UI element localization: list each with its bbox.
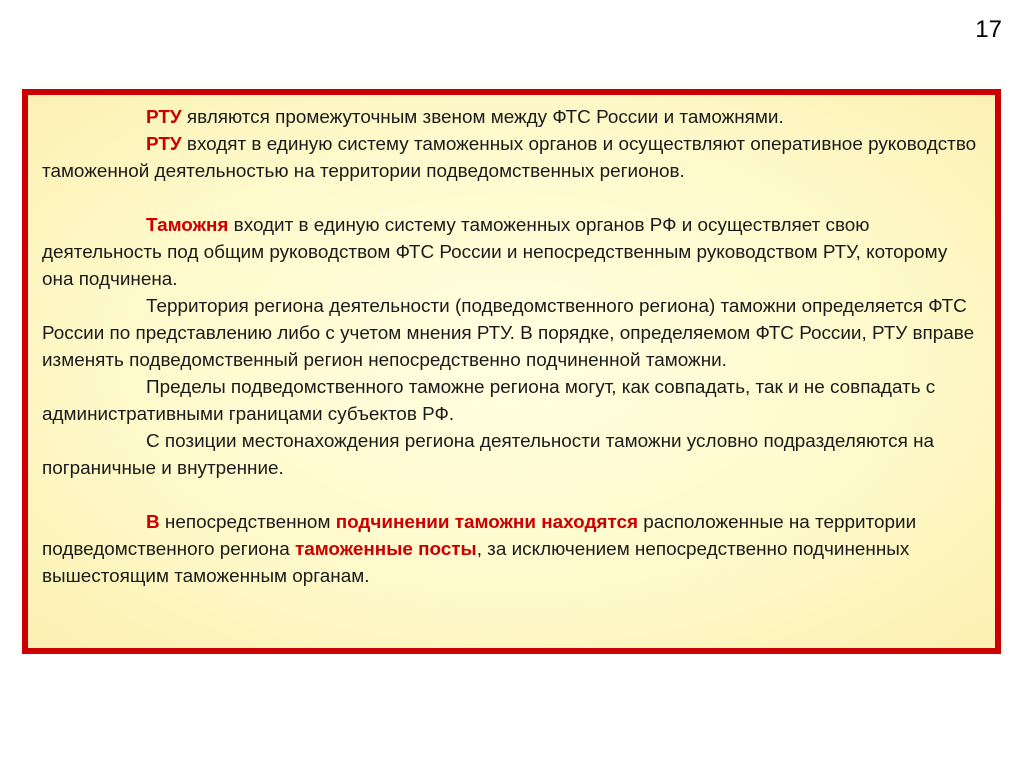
highlight-v: В	[146, 512, 160, 533]
paragraph-text: входит в единую систему таможенных органов РФ и осуществляет свою деятельность под общим руководством ФТС России и непосредственным руководством РТУ, которому она подчинена.	[42, 215, 948, 290]
content-box	[22, 89, 1001, 654]
paragraph-text: Пределы подведомственного таможне региона могут, как совпадать, так и не совпадать с административными границами субъектов РФ.	[42, 377, 936, 425]
paragraph-region-territory	[42, 293, 981, 374]
paragraph-spacer	[42, 185, 981, 212]
slide-number: 17	[975, 16, 1002, 43]
paragraph-text: С позиции местонахождения региона деятельности таможни условно подразделяются на пограничные и внутренние.	[42, 431, 935, 479]
paragraph-text: Территория региона деятельности (подведомственного региона) таможни определяется ФТС России по представлению либо с учетом мнения РТУ. В порядке, определяемом ФТС России, РТУ вправе изменять подведомственный регион непосредственно подчиненной таможни.	[42, 296, 975, 371]
paragraph-customs-types	[42, 428, 981, 482]
paragraph-rtu-intermediate	[42, 104, 981, 131]
paragraph-customs-system	[42, 212, 981, 293]
paragraph-region-limits	[42, 374, 981, 428]
paragraph-text: являются промежуточным звеном между ФТС России и таможнями.	[181, 107, 784, 128]
paragraph-text: , за исключением непосредственно подчиненных вышестоящим таможенным органам.	[42, 539, 910, 587]
paragraph-spacer	[42, 482, 981, 509]
paragraph-text: входят в единую систему таможенных органов и осуществляют оперативное руководство таможенной деятельностью на территории подведомственных регионов.	[42, 134, 977, 182]
highlight-rtu: РТУ	[146, 107, 182, 128]
highlight-rtu: РТУ	[146, 134, 182, 155]
paragraph-rtu-system	[42, 131, 981, 185]
highlight-customs-posts: таможенные посты	[294, 539, 477, 560]
paragraph-text: непосредственном	[159, 512, 336, 533]
paragraph-customs-posts	[42, 509, 981, 590]
paragraph-text: расположенные на территории подведомственного региона	[42, 512, 917, 560]
highlight-subordination: подчинении таможни находятся	[335, 512, 638, 533]
highlight-customs: Таможня	[146, 215, 229, 236]
